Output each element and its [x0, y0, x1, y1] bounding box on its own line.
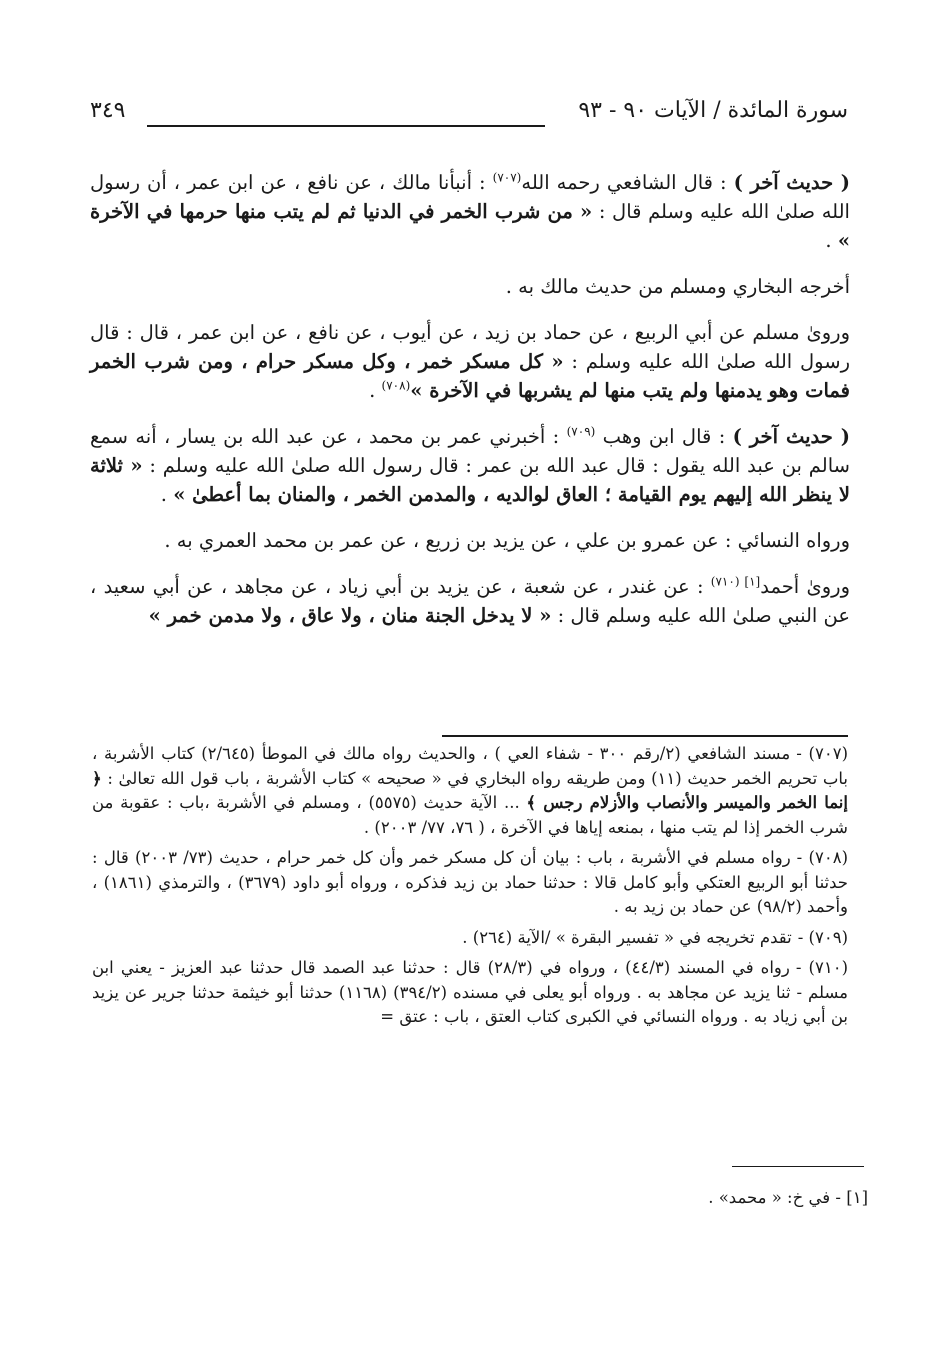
emphasized-text: ﴿ إنما الخمر والميسر والأنصاب والأزلام رجس ﴾	[92, 768, 848, 812]
text-run: رواه مسلم في الأشربة ، باب : بيان أن كل مسكر خمر وأن كل خمر حرام ، حديث (٧٣/ ٢٠٠٣) قال : حدثنا أبو الربيع العتكي وأبو كامل قالا : حدثنا حماد بن زيد فذكره ، ورواه أبو داود (٣٦٧٩) ، والترمذي (١٨٦١) ، وأحمد (٩٨/٢) عن حماد بن زيد به .	[92, 848, 848, 916]
emphasized-text: « ثلاثة لا ينظر الله إليهم يوم القيامة ؛ العاق لوالديه ، والمدمن الخمر ، والمنان بما أعطىٰ »	[90, 454, 850, 506]
text-run: ورواه النسائي : عن عمرو بن علي ، عن يزيد بن زريع ، عن عمر بن محمد العمري به .	[164, 529, 850, 552]
text-run: : عن غندر ، عن شعبة ، عن يزيد بن أبي زياد ، عن مجاهد ، عن أبي سعيد ، عن النبي صلىٰ الله عليه وسلم قال :	[90, 575, 850, 627]
footnote	[92, 926, 848, 951]
header-rule	[147, 125, 545, 127]
text-run: أخرجه البخاري ومسلم من حديث مالك به .	[505, 275, 850, 298]
text-run: وروىٰ أحمد	[760, 575, 850, 598]
text-run: .	[825, 229, 838, 252]
text-run: .	[369, 379, 382, 402]
footnote-number: (٧١٠) -	[795, 958, 849, 977]
paragraph	[90, 526, 850, 555]
footnote-separator	[442, 735, 848, 737]
emphasized-text: « لا يدخل الجنة منان ، ولا عاق ، ولا مدمن خمر »	[148, 604, 552, 627]
text-run: : أنبأنا مالك ، عن نافع ، عن ابن عمر ، أن رسول الله صلىٰ الله عليه وسلم قال :	[90, 171, 850, 223]
margin-note-separator	[732, 1166, 864, 1167]
footnotes	[92, 742, 848, 1036]
text-run: .	[160, 483, 174, 506]
text-run: ... الآية حديث (٥٥٧٥) ، ومسلم في الأشربة ،باب : عقوبة من شرب الخمر إذا لم يتب منها ، بمنعه إياها في الآخرة ، ( ٧٦، ٧٧/ ٢٠٠٣) .	[92, 793, 848, 837]
paragraph	[90, 318, 850, 405]
reference-marker: (٧٠٩)	[566, 424, 596, 439]
paragraph	[90, 422, 850, 509]
footnote	[92, 956, 848, 1030]
footnote-number: (٧٠٨) -	[796, 848, 849, 867]
page-number: ٣٤٩	[90, 98, 126, 123]
main-text	[90, 168, 850, 647]
text-run: وروىٰ مسلم عن أبي الربيع ، عن حماد بن زيد ، عن أيوب ، عن نافع ، عن ابن عمر ، قال : قال رسول الله صلىٰ الله عليه وسلم :	[90, 321, 850, 373]
paragraph	[90, 272, 850, 301]
footnote	[92, 846, 848, 920]
running-header-title: سورة المائدة / الآيات ٩٠ - ٩٣	[578, 98, 848, 123]
text-run: : قال ابن وهب	[595, 425, 733, 448]
reference-marker: [١] (٧١٠)	[710, 574, 761, 589]
footnote-number: (٧٠٧) -	[796, 744, 849, 763]
footnote-number: (٧٠٩) -	[797, 927, 848, 947]
text-run: : أخبرني عمر بن محمد ، عن عبد الله بن يسار ، أنه سمع سالم بن عبد الله يقول : قال عبد الله بن عمر : قال رسول الله صلىٰ الله عليه وسلم :	[90, 425, 850, 477]
emphasized-text: « كل مسكر خمر ، وكل مسكر حرام ، ومن شرب الخمر فمات وهو يدمنها ولم يتب منها لم يشربها في الآخرة »	[90, 350, 850, 402]
paragraph	[90, 572, 850, 630]
text-run: رواه في المسند (٤٤/٣) ، ورواه في (٢٨/٣) قال : حدثنا عبد الصمد قال حدثنا عبد العزيز - يعني ابن مسلم - ثنا يزيد عن مجاهد به . ورواه أبو يعلى في مسنده (٣٩٤/٢) (١١٦٨) حدثنا أبو خيثمة حدثنا جرير عن يزيد بن أبي زياد به . ورواه النسائي في الكبرى كتاب العتق ، باب : عتق =	[92, 958, 849, 1026]
emphasized-text: « من شرب الخمر في الدنيا ثم لم يتب منها حرمها في الآخرة »	[90, 200, 850, 252]
margin-note	[708, 1188, 868, 1207]
emphasized-text: ( حديث آخر )	[732, 425, 850, 448]
emphasized-text: ( حديث آخر )	[733, 171, 851, 194]
reference-marker: (٧٠٧)	[492, 170, 522, 185]
margin-note-text: في خ: « محمد» .	[708, 1188, 831, 1207]
text-run: : قال الشافعي رحمه الله	[521, 171, 734, 194]
margin-note-number: [١] -	[835, 1188, 868, 1207]
paragraph	[90, 168, 850, 255]
text-run: تقدم تخريجه في « تفسير البقرة » /الآية (٢٦٤) .	[462, 927, 792, 947]
reference-marker: (٧٠٨)	[381, 378, 411, 393]
text-run: مسند الشافعي (٢/رقم ٣٠٠ - شفاء العي ) ، والحديث رواه مالك في الموطأ (٢/٦٤٥) كتاب الأشربة ، باب تحريم الخمر حديث (١١) ومن طريقه رواه البخاري في « صحيحه » كتاب الأشربة ، باب قول الله تعالىٰ :	[92, 744, 848, 788]
footnote	[92, 742, 848, 840]
